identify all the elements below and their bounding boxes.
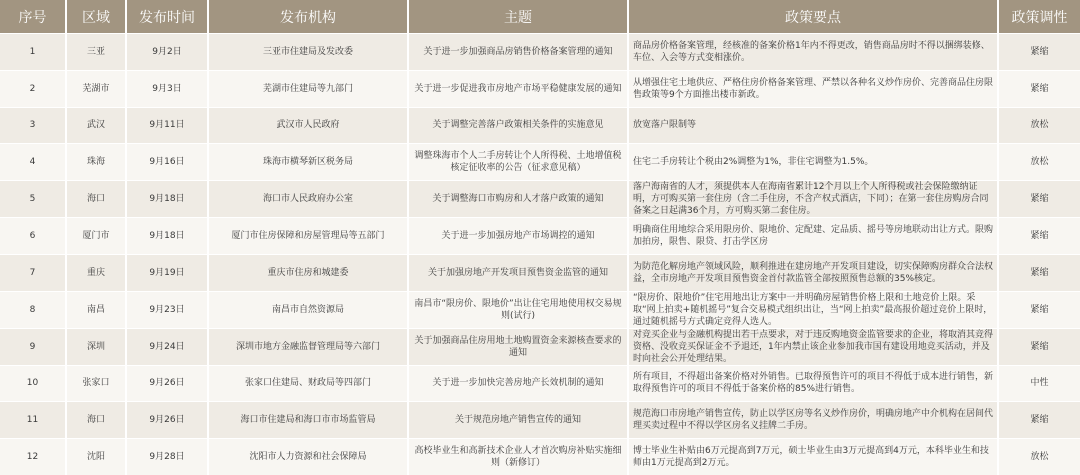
cell-tone: 紧缩	[998, 402, 1080, 439]
cell-no: 11	[0, 402, 66, 439]
cell-date: 9月26日	[126, 402, 208, 439]
header-subject: 主题	[408, 0, 628, 34]
cell-points: 所有项目，不得超出备案价格对外销售。已取得预售许可的项目不得低于成本进行销售，新取得预售许可的项目不得低于备案价格的85%进行销售。	[628, 365, 998, 402]
cell-subject: 南昌市“限房价、限地价”出让住宅用地使用权交易规则(试行)	[408, 291, 628, 328]
cell-tone: 紧缩	[998, 70, 1080, 107]
cell-points: 住宅二手房转让个税由2%调整为1%，非住宅调整为1.5%。	[628, 144, 998, 181]
table-row	[0, 34, 1080, 71]
table-row	[0, 291, 1080, 328]
cell-date: 9月24日	[126, 328, 208, 365]
cell-no: 1	[0, 34, 66, 71]
cell-region: 张家口	[66, 365, 126, 402]
cell-date: 9月19日	[126, 254, 208, 291]
table-row	[0, 218, 1080, 255]
cell-date: 9月2日	[126, 34, 208, 71]
cell-date: 9月18日	[126, 218, 208, 255]
table-row	[0, 328, 1080, 365]
cell-subject: 关于进一步加强房地产市场调控的通知	[408, 218, 628, 255]
cell-tone: 紧缩	[998, 328, 1080, 365]
cell-subject: 高校毕业生和高新技术企业人才首次购房补贴实施细则（新修订）	[408, 439, 628, 475]
cell-no: 2	[0, 70, 66, 107]
cell-no: 8	[0, 291, 66, 328]
table-row	[0, 70, 1080, 107]
cell-tone: 紧缩	[998, 34, 1080, 71]
cell-subject: 关于加强房地产开发项目预售资金监管的通知	[408, 254, 628, 291]
cell-agency: 芜湖市住建局等九部门	[208, 70, 408, 107]
cell-no: 6	[0, 218, 66, 255]
header-points: 政策要点	[628, 0, 998, 34]
cell-points: 落户海南省的人才，须提供本人在海南省累计12个月以上个人所得税或社会保险缴纳证明，方可购买第一套住房（含二手住房，不含产权式酒店，下同）；在第一套住房购房合同备案之日起满36个月，方可购买第二套住房。	[628, 181, 998, 218]
cell-agency: 厦门市住房保障和房屋管理局等五部门	[208, 218, 408, 255]
cell-agency: 深圳市地方金融监督管理局等六部门	[208, 328, 408, 365]
cell-region: 海口	[66, 402, 126, 439]
cell-agency: 重庆市住房和城建委	[208, 254, 408, 291]
cell-region: 珠海	[66, 144, 126, 181]
cell-region: 重庆	[66, 254, 126, 291]
cell-tone: 放松	[998, 144, 1080, 181]
cell-subject: 关于调整完善落户政策相关条件的实施意见	[408, 107, 628, 144]
cell-region: 南昌	[66, 291, 126, 328]
cell-agency: 海口市人民政府办公室	[208, 181, 408, 218]
cell-no: 5	[0, 181, 66, 218]
cell-points: 博士毕业生补贴由6万元提高到7万元，硕士毕业生由3万元提高到4万元，本科毕业生和技师由1万元提高到2万元。	[628, 439, 998, 475]
cell-tone: 放松	[998, 107, 1080, 144]
cell-subject: 关于规范房地产销售宣传的通知	[408, 402, 628, 439]
cell-points: 放宽落户限制等	[628, 107, 998, 144]
cell-date: 9月18日	[126, 181, 208, 218]
cell-agency: 沈阳市人力资源和社会保障局	[208, 439, 408, 475]
cell-no: 7	[0, 254, 66, 291]
cell-subject: 关于进一步促进我市房地产市场平稳健康发展的通知	[408, 70, 628, 107]
cell-points: 明确商住用地综合采用限房价、限地价、定配建、定品质、摇号等房地联动出让方式。限购加拍房，限售、限贷、打击学区房	[628, 218, 998, 255]
cell-no: 4	[0, 144, 66, 181]
cell-points: 从增强住宅土地供应、严格住房价格备案管理、严禁以各种名义炒作房价、完善商品住房限售政策等9个方面推出楼市新政。	[628, 70, 998, 107]
cell-no: 10	[0, 365, 66, 402]
cell-date: 9月3日	[126, 70, 208, 107]
cell-agency: 三亚市住建局及发改委	[208, 34, 408, 71]
cell-subject: 关于加强商品住房用地土地购置资金来源核查要求的通知	[408, 328, 628, 365]
cell-date: 9月23日	[126, 291, 208, 328]
table-row	[0, 402, 1080, 439]
table-row	[0, 365, 1080, 402]
cell-region: 武汉	[66, 107, 126, 144]
cell-date: 9月16日	[126, 144, 208, 181]
cell-subject: 调整珠海市个人二手房转让个人所得税、土地增值税核定征收率的公告（征求意见稿）	[408, 144, 628, 181]
cell-region: 深圳	[66, 328, 126, 365]
cell-agency: 海口市住建局和海口市市场监管局	[208, 402, 408, 439]
cell-region: 沈阳	[66, 439, 126, 475]
cell-date: 9月26日	[126, 365, 208, 402]
table-body	[0, 34, 1080, 475]
header-tone: 政策调性	[998, 0, 1080, 34]
header-date: 发布时间	[126, 0, 208, 34]
table-row	[0, 144, 1080, 181]
cell-region: 芜湖市	[66, 70, 126, 107]
table-row	[0, 439, 1080, 475]
cell-no: 9	[0, 328, 66, 365]
cell-subject: 关于进一步加强商品房销售价格备案管理的通知	[408, 34, 628, 71]
cell-points: 商品房价格备案管理，经核准的备案价格1年内不得更改，销售商品房时不得以捆绑装修、车位、入会等方式变相涨价。	[628, 34, 998, 71]
table-row	[0, 107, 1080, 144]
header-agency: 发布机构	[208, 0, 408, 34]
cell-no: 12	[0, 439, 66, 475]
cell-region: 三亚	[66, 34, 126, 71]
header-no: 序号	[0, 0, 66, 34]
cell-tone: 紧缩	[998, 218, 1080, 255]
cell-points: “限房价、限地价”住宅用地出让方案中一并明确房屋销售价格上限和土地竞价上限。采取“网上拍卖+随机摇号”复合交易模式组织出让，当“网上拍卖”最高报价超过竞价上限时，通过随机摇号方式确定竞得人选人。	[628, 291, 998, 328]
cell-tone: 紧缩	[998, 291, 1080, 328]
cell-agency: 张家口住建局、财政局等四部门	[208, 365, 408, 402]
cell-tone: 中性	[998, 365, 1080, 402]
cell-tone: 紧缩	[998, 254, 1080, 291]
cell-region: 厦门市	[66, 218, 126, 255]
cell-subject: 关于调整海口市购房和人才落户政策的通知	[408, 181, 628, 218]
cell-points: 对竞买企业与金融机构提出若干点要求，对于违反购地资金监管要求的企业，将取消其竞得资格、没收竞买保证金不予退还，1年内禁止该企业参加我市国有建设用地竞买活动，并及时向社会公开处理结果。	[628, 328, 998, 365]
table-row	[0, 181, 1080, 218]
table-header-row	[0, 0, 1080, 34]
cell-no: 3	[0, 107, 66, 144]
cell-subject: 关于进一步加快完善房地产长效机制的通知	[408, 365, 628, 402]
cell-date: 9月11日	[126, 107, 208, 144]
cell-agency: 武汉市人民政府	[208, 107, 408, 144]
cell-date: 9月28日	[126, 439, 208, 475]
cell-tone: 紧缩	[998, 181, 1080, 218]
table-row	[0, 254, 1080, 291]
cell-agency: 南昌市自然资源局	[208, 291, 408, 328]
cell-agency: 珠海市横琴新区税务局	[208, 144, 408, 181]
cell-tone: 放松	[998, 439, 1080, 475]
cell-points: 为防范化解房地产领域风险，顺利推进在建房地产开发项目建设，切实保障购房群众合法权益，全市房地产开发项目预售资金首付款监管全部按照预售总额的35%核定。	[628, 254, 998, 291]
header-region: 区域	[66, 0, 126, 34]
cell-region: 海口	[66, 181, 126, 218]
cell-points: 规范海口市房地产销售宣传，防止以学区房等名义炒作房价，明确房地产中介机构在居间代理买卖过程中不得以学区房名义挂牌二手房。	[628, 402, 998, 439]
